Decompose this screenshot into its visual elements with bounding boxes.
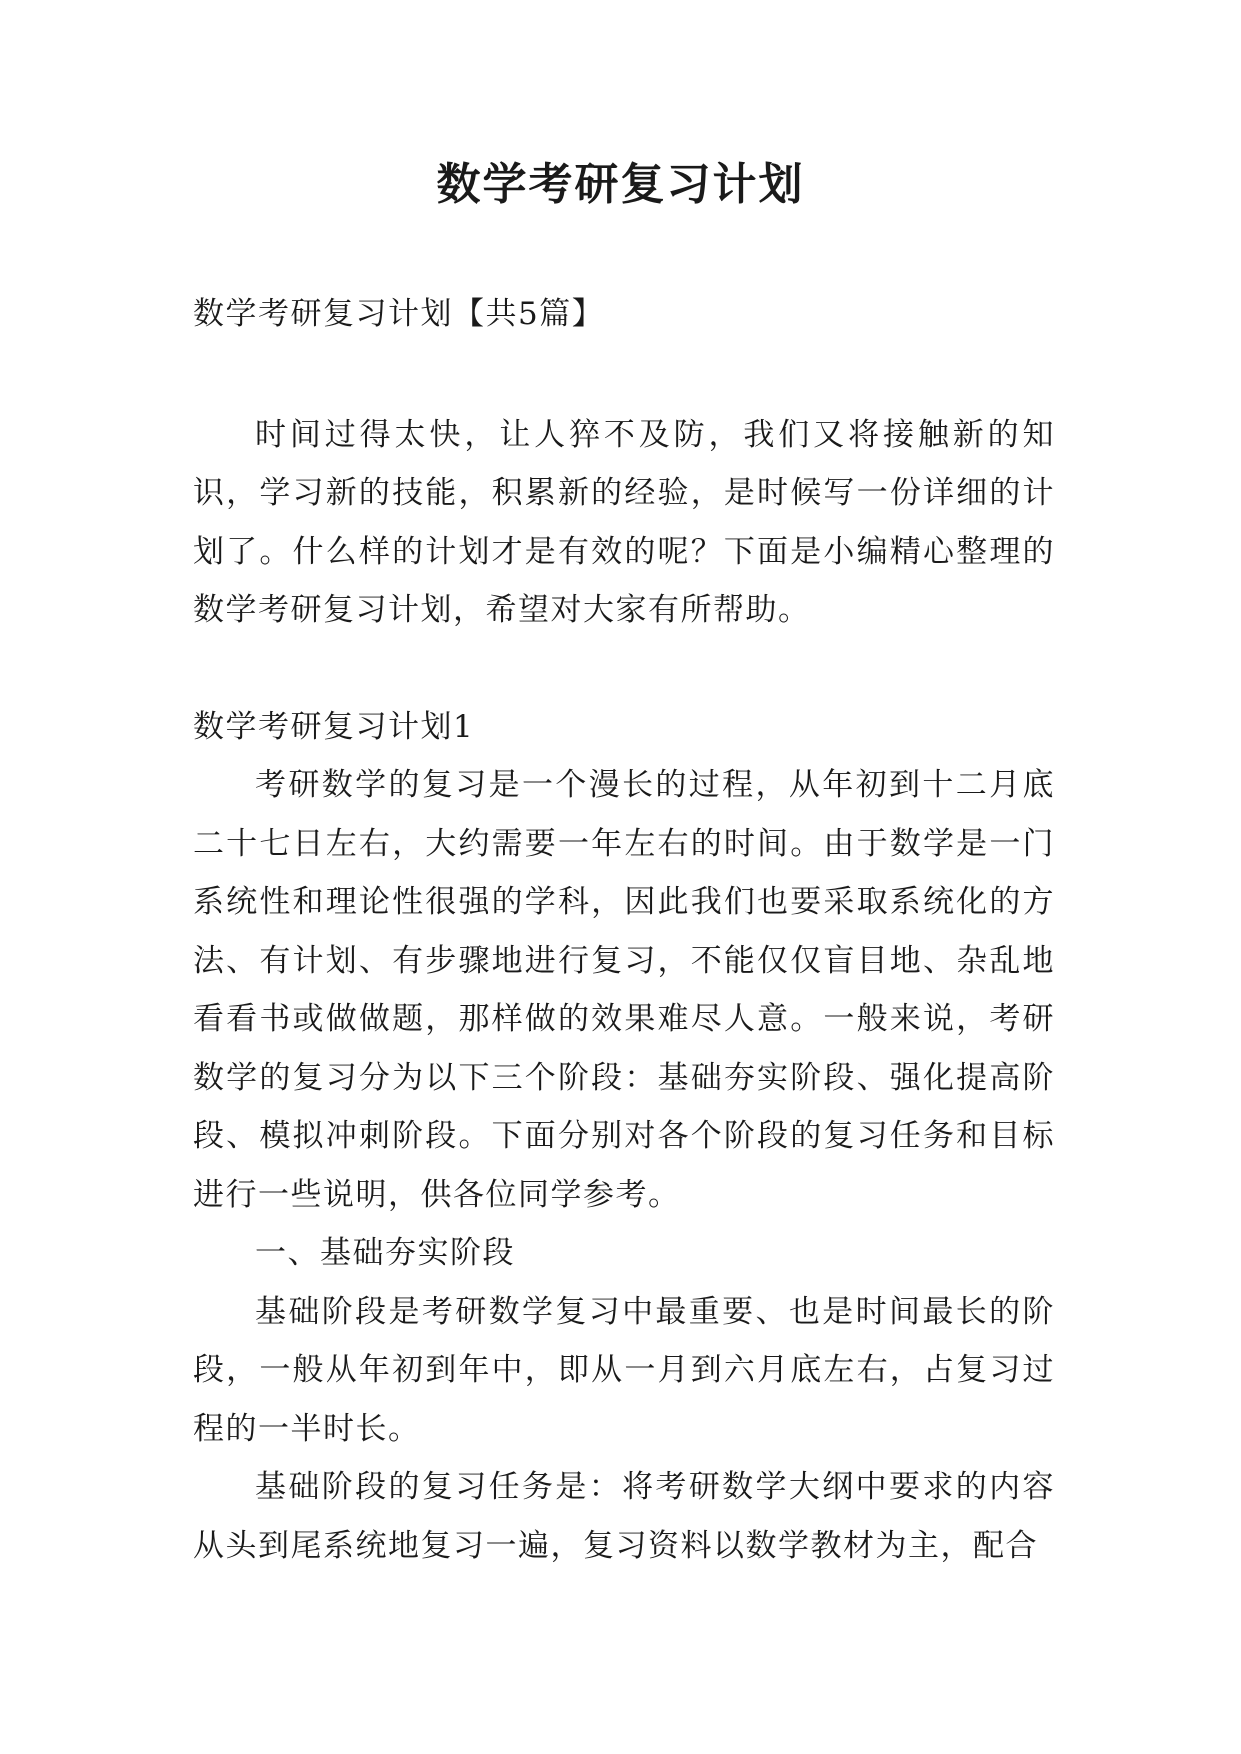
intro-paragraph: 时间过得太快，让人猝不及防，我们又将接触新的知识，学习新的技能，积累新的经验，是时候写一份详细的计划了。什么样的计划才是有效的呢？下面是小编精心整理的数学考研复习计划，希望对大家有所帮助。	[193, 416, 1055, 628]
document-body	[193, 285, 1055, 1575]
document-subtitle: 数学考研复习计划【共5篇】	[193, 296, 605, 332]
body-paragraph: 基础阶段是考研数学复习中最重要、也是时间最长的阶段，一般从年初到年中，即从一月到六月底左右，占复习过程的一半时长。	[193, 1293, 1055, 1447]
body-paragraph: 基础阶段的复习任务是：将考研数学大纲中要求的内容从头到尾系统地复习一遍，复习资料以数学教材为主，配合	[193, 1469, 1055, 1564]
body-paragraph: 考研数学的复习是一个漫长的过程，从年初到十二月底二十七日左右，大约需要一年左右的时间。由于数学是一门系统性和理论性很强的学科，因此我们也要采取系统化的方法、有计划、有步骤地进行复习，不能仅仅盲目地、杂乱地看看书或做做题，那样做的效果难尽人意。一般来说，考研数学的复习分为以下三个阶段：基础夯实阶段、强化提高阶段、模拟冲刺阶段。下面分别对各个阶段的复习任务和目标进行一些说明，供各位同学参考。	[193, 767, 1055, 1213]
section-heading: 数学考研复习计划1	[193, 708, 475, 745]
document-title: 数学考研复习计划	[436, 159, 805, 210]
subsection-heading: 一、基础夯实阶段	[255, 1235, 515, 1271]
